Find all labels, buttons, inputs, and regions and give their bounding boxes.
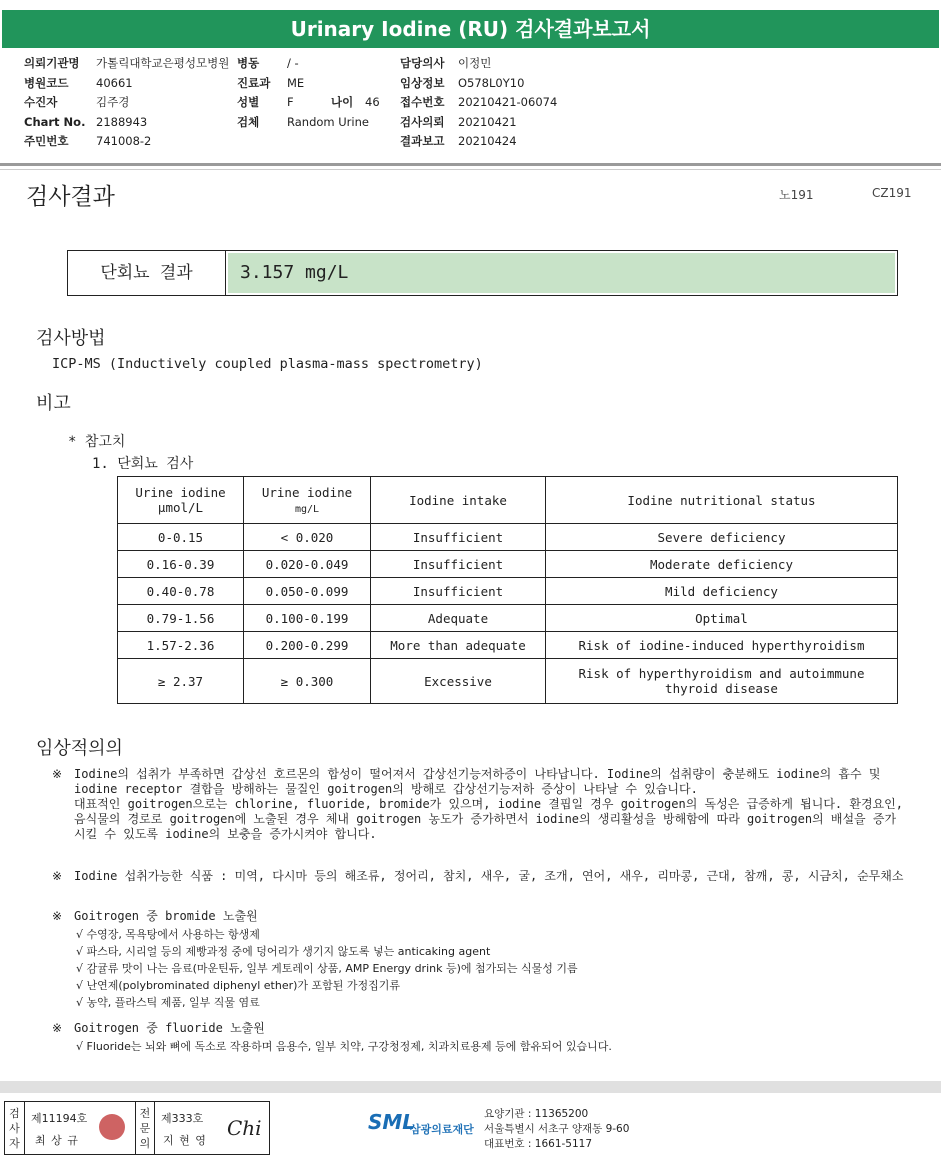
- org-code: 요양기관 : 11365200: [484, 1108, 589, 1120]
- note-mark: ※: [52, 909, 63, 923]
- list-item: √ 난연제(polybrominated diphenyl ether)가 포함된 가정집기류: [76, 979, 401, 992]
- table-cell: 0.79-1.56: [118, 605, 244, 632]
- remarks-heading: 비고: [36, 393, 71, 414]
- table-cell: Severe deficiency: [546, 524, 898, 551]
- divider: [0, 169, 941, 170]
- table-cell: Insufficient: [371, 524, 546, 551]
- col-header-mg: [244, 477, 371, 524]
- org-phone: 대표번호 : 1661-5117: [484, 1138, 593, 1150]
- note-text: Iodine의 섭취가 부족하면 갑상선 호르몬의 합성이 떨어져서 갑상선기능저하증이 나타납니다. Iodine의 섭취량이 충분해도 iodine의 흡수 및 iodine receptor 결합을 방해하는 물질인 goitrogen의 방해로 갑상선기능저하 증상이 나타날 수 있습니다.: [74, 767, 881, 796]
- table-row: [118, 605, 898, 632]
- test-code-1: 노191: [779, 188, 814, 202]
- col-header-status: Iodine nutritional status: [546, 477, 898, 524]
- col-header-intake: Iodine intake: [371, 477, 546, 524]
- clinical-note-4: [52, 1021, 912, 1036]
- clinical-heading: 임상적의의: [36, 738, 123, 759]
- col-header-unit: μmol/L: [157, 500, 204, 515]
- list-item: √ 농약, 플라스틱 제품, 일부 직물 염료: [76, 996, 260, 1009]
- value-department: ME: [287, 75, 305, 90]
- table-cell: 0.16-0.39: [118, 551, 244, 578]
- signature-box: [4, 1101, 270, 1155]
- clinical-note-3: [52, 909, 912, 924]
- test-code-2: CZ191: [872, 186, 912, 200]
- label-ward: 병동: [237, 56, 260, 70]
- table-row: [118, 578, 898, 605]
- list-item: √ Fluoride는 뇌와 뼈에 독소로 작용하며 음용수, 일부 치약, 구강청정제, 치과치료용제 등에 함유되어 있습니다.: [76, 1040, 612, 1053]
- value-hospital: 가톨릭대학교은평성모병원: [96, 56, 230, 70]
- table-cell: ≥ 2.37: [118, 659, 244, 704]
- patient-info-col3: [400, 54, 557, 152]
- result-label: 단회뇨 결과: [68, 251, 226, 295]
- table-cell: Mild deficiency: [546, 578, 898, 605]
- label-hospital-code: 병원코드: [24, 75, 69, 90]
- label-clinical-info: 임상정보: [400, 75, 445, 90]
- specialist-name: 지 현 영: [163, 1134, 207, 1147]
- label-specimen: 검체: [237, 114, 260, 129]
- col-header-unit: mg/L: [294, 504, 320, 515]
- table-cell: Risk of iodine-induced hyperthyroidism: [546, 632, 898, 659]
- table-cell: ≥ 0.300: [244, 659, 371, 704]
- label-hospital: 의뢰기관명: [24, 56, 80, 70]
- patient-info-col1: [24, 54, 229, 152]
- table-row: [118, 524, 898, 551]
- value-sex: F: [287, 95, 294, 109]
- label-chart-no: Chart No.: [24, 114, 86, 129]
- list-item: √ 수영장, 목욕탕에서 사용하는 항생제: [76, 928, 260, 941]
- tester-license: 제11194호: [31, 1112, 88, 1125]
- table-cell: More than adequate: [371, 632, 546, 659]
- value-chart-no: 2188943: [96, 114, 148, 129]
- reference-table: [117, 476, 898, 704]
- org-name: 삼광의료재단: [410, 1123, 474, 1136]
- value-resident-no: 741008-2: [96, 134, 152, 148]
- table-cell: 1.57-2.36: [118, 632, 244, 659]
- table-cell: 0.020-0.049: [244, 551, 371, 578]
- note-mark: ※: [52, 767, 63, 781]
- note-text: Goitrogen 중 bromide 노출원: [74, 909, 258, 923]
- table-cell: Insufficient: [371, 551, 546, 578]
- table-cell: 0.200-0.299: [244, 632, 371, 659]
- org-location: 서울특별시 서초구 양재동 9-60: [484, 1123, 630, 1135]
- clinical-note-1: [52, 767, 912, 842]
- clinical-note-2: [52, 869, 912, 884]
- table-cell: Optimal: [546, 605, 898, 632]
- result-box: [67, 250, 898, 296]
- tester-name: 최 상 규: [35, 1134, 79, 1147]
- table-cell: Excessive: [371, 659, 546, 704]
- list-item: √ 파스타, 시리얼 등의 제빵과정 중에 덩어리가 생기지 않도록 넣는 anticaking agent: [76, 945, 491, 958]
- value-age: 46: [365, 95, 380, 109]
- tester-label: 검사자: [5, 1102, 25, 1154]
- method-text: ICP-MS (Inductively coupled plasma-mass spectrometry): [52, 356, 483, 372]
- label-request-date: 검사의뢰: [400, 114, 445, 129]
- table-cell: Risk of hyperthyroidism and autoimmune thyroid disease: [546, 659, 898, 704]
- col-header-text: Urine iodine: [135, 485, 226, 500]
- specialist-label: 전문의: [135, 1102, 155, 1154]
- value-patient: 김주경: [96, 95, 130, 109]
- reference-label: * 참고치: [68, 434, 126, 450]
- table-cell: 0-0.15: [118, 524, 244, 551]
- note-text: Iodine 섭취가능한 식품 : 미역, 다시마 등의 해조류, 정어리, 참치, 새우, 굴, 조개, 연어, 새우, 리마콩, 근대, 참깨, 콩, 시금치, 순무채소: [74, 869, 904, 883]
- result-value: 3.157 mg/L: [228, 253, 895, 293]
- divider: [0, 163, 941, 166]
- table-cell: < 0.020: [244, 524, 371, 551]
- table-row: [118, 632, 898, 659]
- signature: Chi: [227, 1116, 262, 1140]
- table-cell: 0.100-0.199: [244, 605, 371, 632]
- sml-logo: SML: [368, 1110, 416, 1134]
- label-sex: 성별: [237, 95, 260, 109]
- value-doctor: 이정민: [458, 56, 492, 70]
- value-report-date: 20210424: [458, 134, 517, 148]
- value-specimen: Random Urine: [287, 114, 369, 129]
- table-cell: 0.40-0.78: [118, 578, 244, 605]
- table-cell: 0.050-0.099: [244, 578, 371, 605]
- table-cell: Insufficient: [371, 578, 546, 605]
- label-report-date: 결과보고: [400, 134, 445, 148]
- seal-stamp: [99, 1114, 125, 1140]
- specialist-license: 제333호: [161, 1112, 204, 1125]
- table-cell: Moderate deficiency: [546, 551, 898, 578]
- table-row: [118, 551, 898, 578]
- label-doctor: 담당의사: [400, 56, 445, 70]
- table-header-row: [118, 477, 898, 524]
- label-department: 진료과: [237, 75, 271, 90]
- col-header-umol: [118, 477, 244, 524]
- value-ward: / -: [287, 56, 299, 70]
- note-text: 대표적인 goitrogen으로는 chlorine, fluoride, bromide가 있으며, iodine 결핍일 경우 goitrogen의 독성은 급증하게 됩니다. 환경요인, 음식물의 경로로 goitrogen에 노출된 경우 체내 goitrogen 농도가 증가하면서 iodine의 생리활성을 방해함에 따라 goitrogen의 배설을 증가시킬 수 있도록 iodine의 보충을 증가시켜야 합니다.: [74, 797, 903, 841]
- note-mark: ※: [52, 1021, 63, 1035]
- label-patient: 수진자: [24, 95, 58, 109]
- list-item: √ 감귤류 맛이 나는 음료(마운틴듀, 일부 게토레이 상품, AMP Energy drink 등)에 첨가되는 식물성 기름: [76, 962, 578, 975]
- table-row: [118, 659, 898, 704]
- note-mark: ※: [52, 869, 63, 883]
- method-heading: 검사방법: [36, 328, 106, 349]
- col-header-text: Urine iodine: [261, 485, 353, 500]
- label-age: 나이: [331, 95, 354, 109]
- value-hospital-code: 40661: [96, 75, 133, 90]
- value-clinical-info: O578L0Y10: [458, 75, 525, 90]
- value-request-date: 20210421: [458, 114, 517, 129]
- label-receipt-no: 접수번호: [400, 95, 445, 109]
- fluoride-list: [76, 1038, 612, 1055]
- report-title: Urinary Iodine (RU) 검사결과보고서: [2, 10, 939, 48]
- value-receipt-no: 20210421-06074: [458, 95, 558, 109]
- reference-sub-label: 1. 단회뇨 검사: [92, 456, 194, 472]
- bromide-list: [76, 926, 578, 1011]
- org-address: [484, 1107, 629, 1152]
- table-cell: Adequate: [371, 605, 546, 632]
- footer-divider: [0, 1081, 941, 1093]
- note-text: Goitrogen 중 fluoride 노출원: [74, 1021, 265, 1035]
- label-resident-no: 주민번호: [24, 134, 69, 148]
- section-title: 검사결과: [26, 184, 115, 210]
- patient-info-col2: [237, 54, 380, 132]
